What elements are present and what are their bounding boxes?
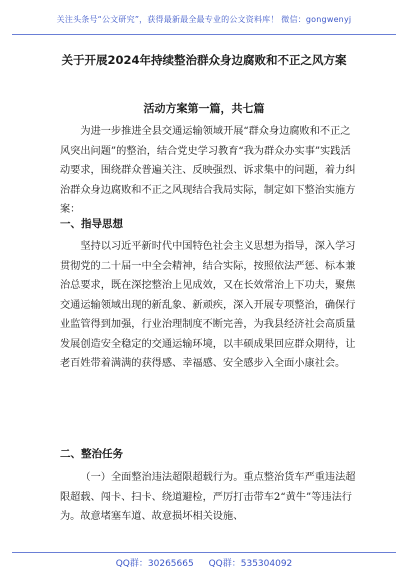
section-heading-tasks: 二、整治任务 — [60, 448, 123, 460]
guiding-ideology-paragraph: 坚持以习近平新时代中国特色社会主义思想为指导，深入学习贯彻党的二十届一中全会精神，结合实际，按照依法严惩、标本兼治总要求，既在深挖整治上见成效，又在长效常治上下功夫，聚焦交通运输领域出现的新乱象、新顽疾，深入开展专项整治，确保行业监管得到加强，行业治理制度不断完善，为我县经济社会高质量发展创造安全稳定的交通运输环境，以丰硕成果回应群众期待，让老百姓带着满满的获得感、幸福感、安全感步入全面小康社会。 — [60, 241, 356, 369]
document-subtitle: 活动方案第一篇，共七篇 — [143, 102, 265, 115]
section-heading-guiding-ideology: 一、指导思想 — [60, 218, 123, 230]
header-divider — [12, 34, 396, 35]
document-title: 关于开展2024年持续整治群众身边腐败和不正之风方案 — [61, 53, 347, 67]
footer-qq-group-1: QQ群：30265665 — [115, 559, 194, 569]
intro-paragraph: 为进一步推进全县交通运输领域开展“群众身边腐败和不正之风突出问题”的整治，结合党史学习教育“我为群众办实事”实践活动要求，围绕群众普遍关注、反映强烈、诉求集中的问题，着力纠治群众身边腐败和不正之风现结合我局实际，制定如下整治实施方案： — [60, 126, 356, 215]
footer-divider — [12, 552, 396, 553]
footer — [0, 556, 408, 569]
tasks-paragraph: （一）全面整治违法超限超载行为。重点整治货车严重违法超限超载、闯卡、扫卡、绕道避检，严厉打击带车2“黄牛”等违法行为。故意堵塞车道、故意损坏相关设施、 — [60, 472, 356, 522]
header-banner: 关注头条号“公文研究”，获得最新最全最专业的公文资料库！ 微信：gongwenyj — [56, 15, 352, 24]
footer-qq-group-2: QQ群：535304092 — [208, 559, 293, 569]
